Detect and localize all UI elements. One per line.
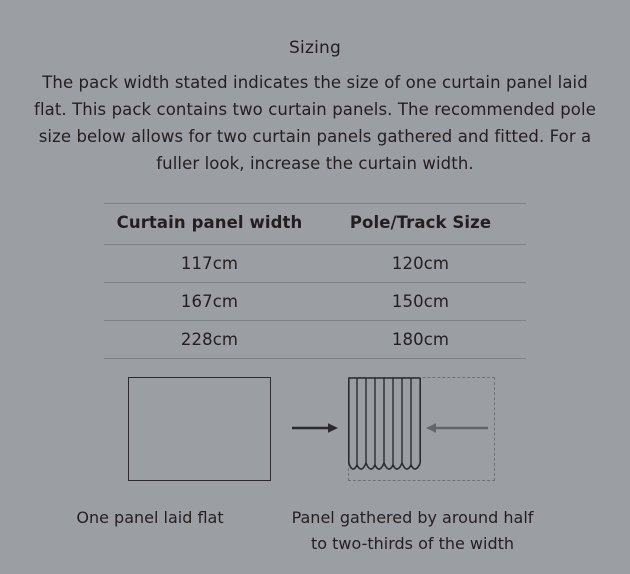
table-header-row — [104, 204, 526, 245]
caption-flat-panel: One panel laid flat — [76, 508, 224, 527]
arrow-left-icon — [426, 423, 488, 433]
cell-pole-size: 150cm — [315, 283, 526, 321]
table-row — [104, 283, 526, 321]
diagram-captions — [50, 505, 580, 561]
cell-pole-size: 180cm — [315, 321, 526, 359]
table-row — [104, 245, 526, 283]
column-header-pole-track-size: Pole/Track Size — [315, 204, 526, 245]
intro-paragraph: The pack width stated indicates the size of one curtain panel laid flat. This pack contains two curtain panels. The recommended pole size below allows for two curtain panels gathered and fitted. For a fuller look, increase the curtain width. — [34, 73, 596, 173]
table-row — [104, 321, 526, 359]
page-title: Sizing — [289, 38, 341, 58]
sizing-table — [104, 203, 526, 359]
cell-panel-width: 228cm — [104, 321, 315, 359]
column-header-curtain-panel-width: Curtain panel width — [104, 204, 315, 245]
cell-panel-width: 167cm — [104, 283, 315, 321]
caption-gathered-line-2: to two-thirds of the width — [310, 534, 515, 553]
gathered-curtain-icon — [348, 377, 421, 481]
curtain-diagram — [104, 375, 526, 493]
caption-gathered-panel — [245, 505, 580, 557]
arrow-right-icon — [292, 423, 338, 433]
flat-panel-rectangle-icon — [128, 377, 271, 481]
cell-pole-size: 120cm — [315, 245, 526, 283]
cell-panel-width: 117cm — [104, 245, 315, 283]
caption-gathered-line-1: Panel gathered by around half — [291, 508, 534, 527]
